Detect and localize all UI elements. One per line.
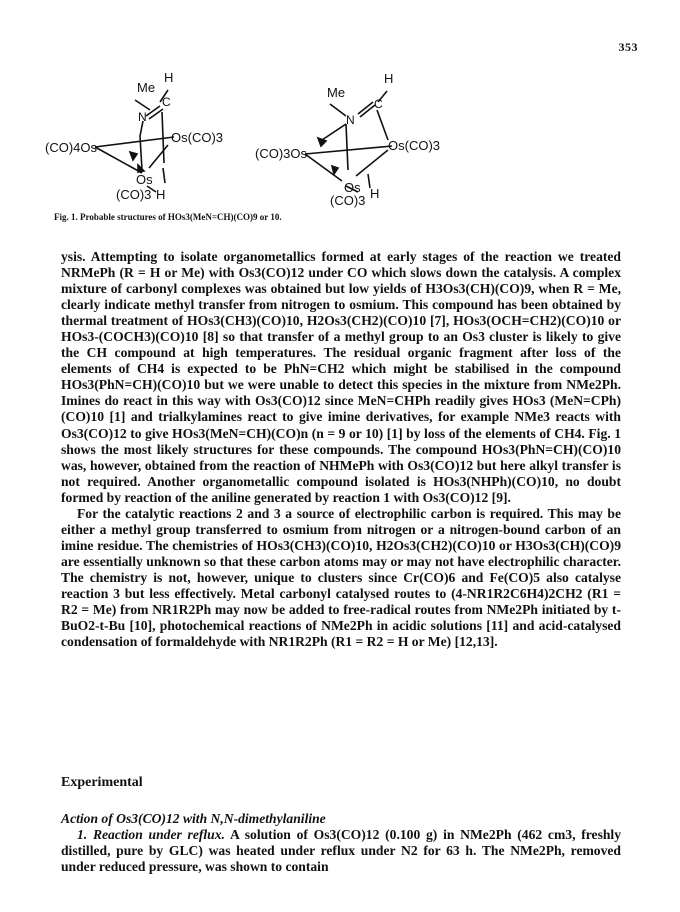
body-text [61, 249, 621, 650]
left-me-label: Me [137, 80, 156, 95]
right-n-label: N [346, 113, 355, 127]
experimental-section [61, 811, 621, 875]
paragraph-2: For the catalytic reactions 2 and 3 a source of electrophilic carbon is required. This may be either a methyl group transferred to osmium from nitrogen or a nitrogen-bound carbon of an imine residue. The chemistries of HOs3(CH3)(CO)10, H2Os3(CH2)(CO)10 or H3Os3(CH)(CO)9 are essentially unknown so that these carbon atoms may or may not have electrophilic character. The chemistry is not, however, unique to clusters since Cr(CO)6 and Fe(CO)5 also catalyse reaction 3 but less effectively. Metal carbonyl catalysed routes to (4-NR1R2C6H4)2CH2 (R1 = R2 = Me) from NR1R2Ph may now be added to free-radical routes from NMe2Ph initiated by t-BuO2-t-Bu [10], photochemical reactions of NMe2Ph in acidic solutions [11] and acid-catalysed condensation of formaldehyde with NR1R2Ph (R1 = R2 = H or Me) [12,13]. [61, 505, 621, 650]
left-h-bottom-label: H [156, 187, 166, 202]
item-text: A solution of Os3(CO)12 (0.100 g) in NMe2Ph (462 cm3, freshly distilled, pure by GLC) was heated under reflux under N2 for 63 h. The NMe2Ph, removed under reduced pressure, was shown to contain [61, 827, 622, 874]
right-me-label: Me [327, 85, 346, 100]
left-c-label: C [162, 95, 171, 109]
right-os-right-label: Os(CO)3 [388, 138, 440, 153]
page-number: 353 [618, 40, 638, 54]
left-os-bottom-label: Os [136, 172, 153, 187]
figure-structures [40, 68, 640, 208]
section-heading-experimental: Experimental [61, 775, 143, 790]
right-co-bottom-label: (CO)3 [330, 193, 366, 208]
experimental-item-1 [61, 827, 621, 875]
right-h-bottom-label: H [370, 186, 380, 201]
left-h-top-label: H [164, 70, 174, 85]
left-co-bottom-label: (CO)3 [116, 187, 152, 202]
figure-caption: Fig. 1. Probable structures of HOs3(MeN=CH)(CO)9 or 10. [54, 212, 282, 222]
right-c-label: C [374, 97, 383, 111]
left-n-label: N [138, 110, 147, 124]
right-h-top-label: H [384, 71, 394, 86]
paragraph-1: ysis. Attempting to isolate organometallics formed at early stages of the reaction we treated NRMePh (R = H or Me) with Os3(CO)12 under CO which slows down the catalysis. A complex mixture of carbonyl complexes was obtained but low yields of H3Os3(CH)(CO)9, when R = Me, clearly indicate methyl transfer from nitrogen to osmium. This compound has been obtained by thermal treatment of HOs3(CH3)(CO)10, H2Os3(CH2)(CO)10 [7], HOs3(OCH=CH2)(CO)10 or HOs3-(COCH3)(CO)10 [8] so that transfer of a methyl group to an Os3 cluster is likely to give the CH compound at high temperatures. The residual organic fragment after loss of the elements of CH4 is expected to be PhN=CH2 which might be stabilised in the compound HOs3(PhN=CH)(CO)10 but we were unable to detect this species in the mixture from NMe2Ph. Imines do react in this way with Os3(CO)12 since MeN=CHPh readily gives HOs3 (MeN=CPh)(CO)10 [1] and trialkylamines react to give imine derivatives, for example NMe3 reacts with Os3(CO)12 to give HOs3(MeN=CH)(CO)n (n = 9 or 10) [1] by loss of the elements of CH4. Fig. 1 shows the most likely structures for these compounds. The compound HOs3(PhN=CH)(CO)10 was, however, obtained from the reaction of NHMePh with Os3(CO)12 but here alkyl transfer is not required. Another organometallic compound isolated is HOs3(NHPh)(CO)10, no doubt formed by reaction of the aniline generated by reaction 1 with Os3(CO)12 [9]. [61, 249, 621, 505]
right-os-bottom-label: Os [344, 180, 361, 195]
left-os-right-label: Os(CO)3 [171, 130, 223, 145]
left-os-left-label: (CO)4Os [45, 140, 97, 155]
structure-diagrams [40, 68, 640, 208]
subsection-heading: Action of Os3(CO)12 with N,N-dimethylaniline [61, 811, 326, 826]
item-label: 1. Reaction under reflux. [77, 827, 225, 842]
right-os-left-label: (CO)3Os [255, 146, 307, 161]
